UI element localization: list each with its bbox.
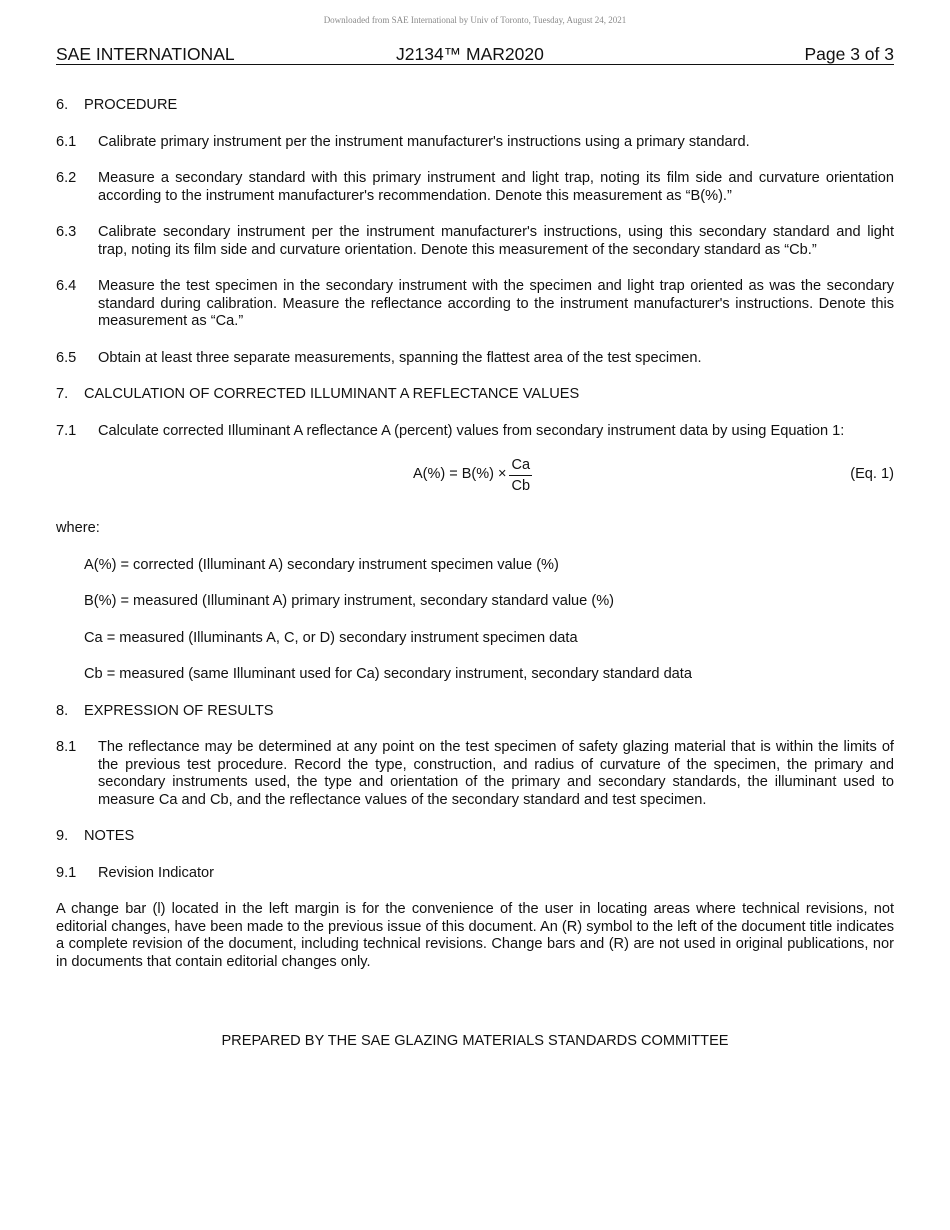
header-org: SAE INTERNATIONAL (56, 44, 235, 64)
clause-number: 6.2 (56, 170, 77, 186)
section-number: 8. (56, 702, 69, 719)
revision-indicator-text: A change bar (l) located in the left margin is for the convenience of the user in locating areas where technical revisions, not editorial changes, have been made to the previous issue of this document. An (R) symbol to the left of the document title indicates a complete revision of the document, including technical revisions. Change bars and (R) are not used in original publications, nor in documents that contain editorial changes only. (56, 901, 894, 970)
equation-1 (56, 454, 894, 496)
section-title: EXPRESSION OF RESULTS (84, 702, 274, 719)
clause-number: 8.1 (56, 739, 77, 755)
section-title: PROCEDURE (84, 97, 178, 113)
definition-a: A(%) = corrected (Illuminant A) secondary instrument specimen value (%) (84, 556, 559, 573)
clause-6-5 (56, 350, 894, 368)
equation-numerator: Ca (509, 457, 532, 476)
document-body (56, 97, 894, 990)
clause-8-1 (56, 739, 894, 809)
clause-6-2 (56, 170, 894, 205)
committee-footer: PREPARED BY THE SAE GLAZING MATERIALS STANDARDS COMMITTEE (221, 1033, 729, 1049)
clause-text: Calibrate primary instrument per the instrument manufacturer's instructions using a primary standard. (98, 133, 750, 150)
equation-label: (Eq. 1) (850, 466, 894, 482)
equation-expression (413, 454, 532, 496)
clause-text: The reflectance may be determined at any point on the test specimen of safety glazing material that is within the limits of the previous test procedure. Record the type, construction, and radius of curvature of the specimen, the primary and secondary instruments used, the type and orientation of the primary and secondary standards, the illuminant used to measure Ca and Cb, and the reflectance values of the secondary standard and test specimen. (98, 739, 894, 808)
document-page (56, 0, 894, 1230)
section-number: 6. (56, 97, 69, 113)
section-number: 9. (56, 828, 69, 844)
clause-6-3 (56, 224, 894, 259)
section-heading-notes (56, 828, 894, 846)
equation-lhs: A(%) = B(%) × (413, 466, 507, 483)
section-heading-calculation (56, 386, 894, 404)
header-doc-id: J2134™ MAR2020 (396, 44, 544, 64)
clause-text: Measure a secondary standard with this primary instrument and light trap, noting its film side and curvature orientation according to the instrument manufacturer's recommendation. Denote this measurement as “B(%).” (98, 170, 894, 204)
where-label: where: (56, 520, 100, 536)
header-page-number: Page 3 of 3 (804, 44, 894, 64)
section-title: CALCULATION OF CORRECTED ILLUMINANT A REFLECTANCE VALUES (84, 386, 580, 402)
clause-number: 6.3 (56, 224, 77, 240)
clause-number: 6.4 (56, 278, 77, 294)
definition-b: B(%) = measured (Illuminant A) primary instrument, secondary standard value (%) (84, 593, 615, 609)
clause-6-1 (56, 134, 894, 152)
clause-7-1 (56, 423, 894, 441)
section-heading-procedure (56, 97, 894, 115)
section-number: 7. (56, 386, 69, 402)
clause-text: Calculate corrected Illuminant A reflectance A (percent) values from secondary instrument data by using Equation 1: (98, 422, 845, 439)
clause-text: Obtain at least three separate measurements, spanning the flattest area of the test specimen. (98, 349, 702, 366)
clause-number: 7.1 (56, 422, 77, 439)
equation-fraction (509, 457, 532, 494)
clause-9-1 (56, 865, 894, 883)
page-header (56, 44, 894, 65)
clause-number: 9.1 (56, 864, 77, 881)
equation-denominator: Cb (511, 477, 531, 494)
clause-text: Measure the test specimen in the secondary instrument with the specimen and light trap oriented as was the secondary standard during calibration. Measure the reflectance according to the instrument manufacturer's instructions. Denote this measurement as “Ca.” (98, 278, 894, 329)
clause-number: 6.1 (56, 133, 77, 150)
definition-cb: Cb = measured (same Illuminant used for Ca) secondary instrument, secondary standard data (84, 666, 692, 682)
clause-number: 6.5 (56, 349, 77, 366)
definition-ca: Ca = measured (Illuminants A, C, or D) secondary instrument specimen data (84, 629, 578, 646)
section-heading-results (56, 703, 894, 721)
clause-text: Revision Indicator (98, 864, 214, 881)
clause-text: Calibrate secondary instrument per the instrument manufacturer's instructions, using this secondary standard and light trap, noting its film side and curvature orientation. Denote this measurement of the secondary standard as “Cb.” (98, 224, 894, 258)
download-note: Downloaded from SAE International by Univ of Toronto, Tuesday, August 24, 2021 (323, 15, 627, 25)
section-title: NOTES (84, 828, 135, 844)
clause-6-4 (56, 278, 894, 331)
